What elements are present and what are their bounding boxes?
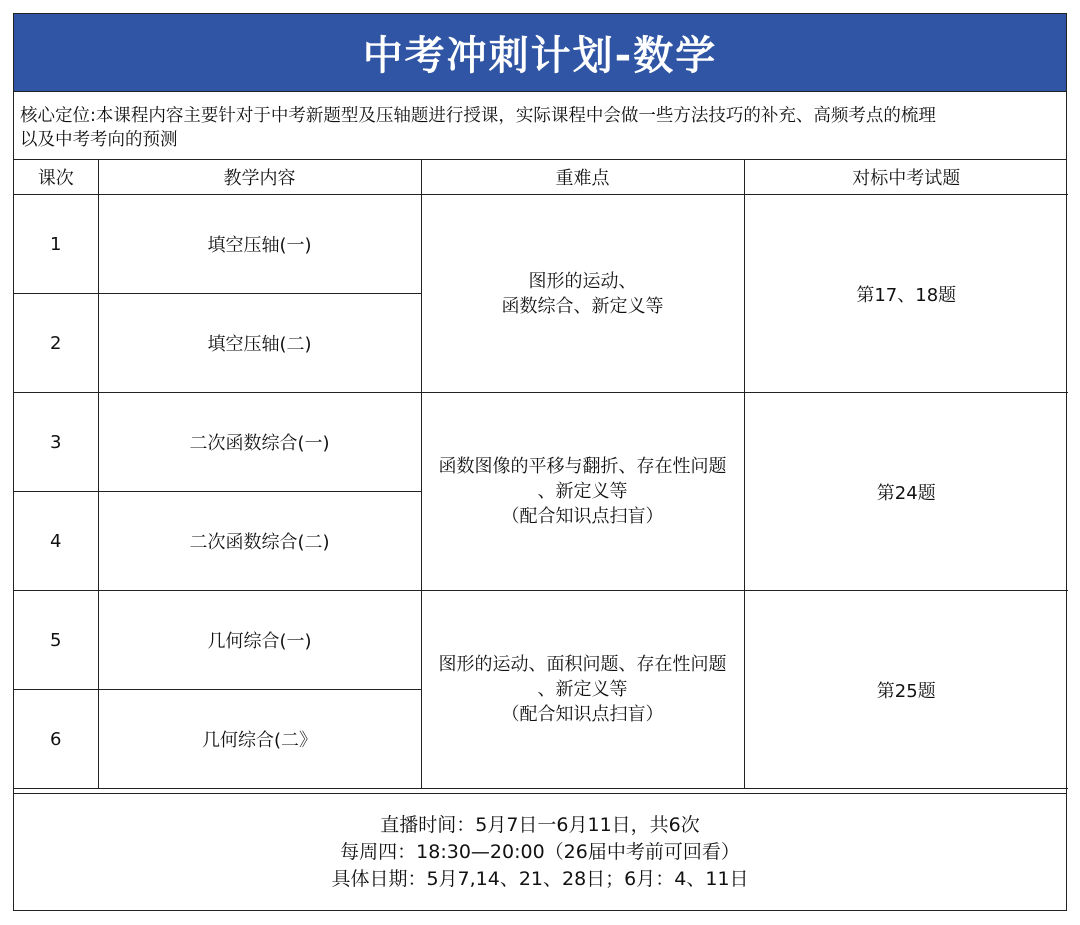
specific-dates-line: 具体日期：5月7,14、21、28日；6月：4、11日 (331, 867, 749, 890)
weekly-time-line: 每周四：18:30—20:00（26届中考前可回看） (340, 840, 740, 863)
lesson-content: 二次函数综合(一) (98, 393, 421, 492)
header-content: 教学内容 (98, 160, 421, 195)
live-time-line: 直播时间：5月7日一6月11日，共6次 (380, 813, 700, 836)
table-header-row (14, 160, 1068, 195)
focus-line: 函数图像的平移与翻折、存在性问题 (438, 456, 727, 477)
lesson-number: 4 (14, 492, 98, 591)
schedule-footer (14, 793, 1066, 910)
lesson-content: 几何综合(二》 (98, 690, 421, 789)
header-lesson: 课次 (14, 160, 98, 195)
page-title: 中考冲刺计划-数学 (14, 14, 1066, 92)
lesson-number: 6 (14, 690, 98, 789)
exam-cell: 第25题 (744, 591, 1068, 789)
course-intro (14, 92, 1066, 160)
lesson-number: 2 (14, 294, 98, 393)
schedule-table (14, 160, 1068, 789)
lesson-number: 1 (14, 195, 98, 294)
focus-line: 、新定义等 (537, 481, 628, 502)
focus-cell (421, 195, 744, 393)
lesson-content: 几何综合(一) (98, 591, 421, 690)
header-exam: 对标中考试题 (744, 160, 1068, 195)
focus-line: 图形的运动、 (528, 270, 637, 292)
lesson-content: 二次函数综合(二) (98, 492, 421, 591)
focus-line: （配合知识点扫盲） (501, 704, 664, 725)
intro-line-1: 核心定位:本课程内容主要针对于中考新题型及压轴题进行授课，实际课程中会做一些方法技巧的补充、高频考点的梳理 (20, 106, 936, 126)
table-row (14, 591, 1068, 690)
schedule-sheet (13, 13, 1067, 911)
focus-cell (421, 591, 744, 789)
focus-line: 函数综合、新定义等 (501, 295, 664, 317)
lesson-number: 3 (14, 393, 98, 492)
exam-cell: 第24题 (744, 393, 1068, 591)
lesson-number: 5 (14, 591, 98, 690)
lesson-content: 填空压轴(二) (98, 294, 421, 393)
exam-cell: 第17、18题 (744, 195, 1068, 393)
focus-line: （配合知识点扫盲） (501, 506, 664, 527)
intro-line-2: 以及中考考向的预测 (20, 130, 178, 150)
focus-cell (421, 393, 744, 591)
lesson-content: 填空压轴(一) (98, 195, 421, 294)
table-row (14, 393, 1068, 492)
table-row (14, 195, 1068, 294)
header-focus: 重难点 (421, 160, 744, 195)
focus-line: 、新定义等 (537, 679, 628, 700)
focus-line: 图形的运动、面积问题、存在性问题 (438, 654, 727, 675)
